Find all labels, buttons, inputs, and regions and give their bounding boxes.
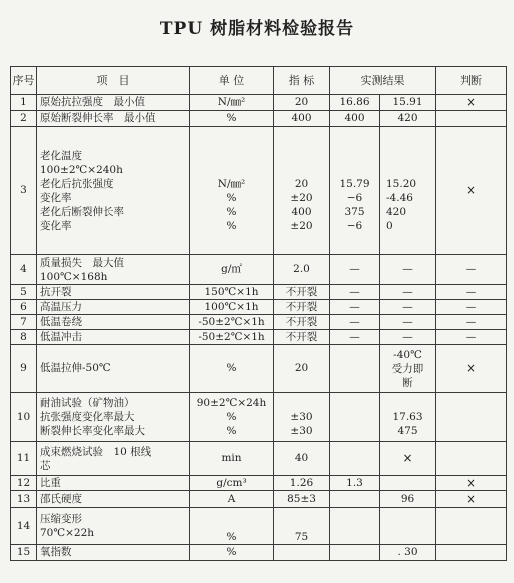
spec-line: ±20 [290,191,313,204]
unit-line: % [226,191,237,204]
table-row [11,255,507,285]
row-judge: — [436,300,507,315]
result-line: 受力即 [391,362,424,375]
row-spec: 400 [274,111,330,127]
table-row [11,300,507,315]
unit-line: % [226,411,237,423]
row-unit [190,127,274,255]
row-judge [436,111,507,127]
row-result-2 [380,345,436,393]
row-result-2: — [380,330,436,345]
row-no: 14 [11,508,37,545]
result-line: 375 [344,205,365,218]
item-line: 变化率 [40,219,72,232]
row-spec: 85±3 [274,491,330,508]
row-unit: 150℃×1h [190,285,274,300]
row-result-1 [330,545,380,561]
row-unit: % [190,345,274,393]
row-no: 9 [11,345,37,393]
row-result-2: — [380,255,436,285]
report-title: TPU 树脂材料检验报告 [159,19,355,39]
item-line: 老化后断裂伸长率 [40,205,124,218]
row-item: 邵氏硬度 [37,491,190,508]
row-unit: min [190,442,274,476]
row-no: 12 [11,476,37,491]
row-no: 13 [11,491,37,508]
row-result-2: — [380,285,436,300]
item-line: 成束燃烧试验 10 根线 [40,445,152,458]
row-no: 10 [11,393,37,442]
spec-line [277,149,326,163]
header-judge: 判断 [436,67,507,95]
row-spec [274,393,330,442]
row-unit: -50±2℃×1h [190,330,274,345]
item-line: 芯 [40,459,51,472]
row-result-2 [380,127,436,255]
row-no: 6 [11,300,37,315]
item-line: 变化率 [40,191,72,204]
row-judge: — [436,255,507,285]
row-judge [436,393,507,442]
row-judge [436,545,507,561]
row-unit: A [190,491,274,508]
row-item: 低温拉伸-50℃ [37,345,190,393]
row-result-1 [330,442,380,476]
row-result-1 [330,393,380,442]
row-spec [274,545,330,561]
row-item [37,442,190,476]
table-row [11,393,507,442]
row-result-1: — [330,315,380,330]
result-line [383,396,432,410]
table-row [11,442,507,476]
spec-line: ±30 [290,411,313,423]
table-row [11,508,507,545]
row-no: 3 [11,127,37,255]
row-no: 2 [11,111,37,127]
row-no: 8 [11,330,37,345]
unit-line: % [226,205,237,218]
unit-line [193,163,270,177]
row-result-2 [380,476,436,491]
row-result-1: — [330,255,380,285]
item-line: 老化温度 [40,149,82,162]
result-line: 420 [386,205,407,218]
result-line [386,163,432,177]
row-result-1 [330,345,380,393]
row-judge [436,442,507,476]
table-row [11,127,507,255]
row-spec [274,127,330,255]
item-line: 100±2℃×240h [40,163,123,176]
row-no: 11 [11,442,37,476]
header-item: 项 目 [37,67,190,95]
header-unit: 单 位 [190,67,274,95]
result-line: −6 [346,191,363,204]
row-judge: × [436,127,507,255]
row-result-2 [380,393,436,442]
row-unit: N/㎜² [190,95,274,111]
table-row [11,315,507,330]
row-result-1: — [330,300,380,315]
row-unit [190,393,274,442]
row-judge: — [436,285,507,300]
row-no: 1 [11,95,37,111]
item-line: 压缩变形 [40,513,82,525]
row-judge: × [436,476,507,491]
item-line: 100℃×168h [40,270,108,283]
row-result-2: × [380,442,436,476]
unit-line: 90±2℃×24h [196,397,267,409]
row-result-2: . 30 [380,545,436,561]
row-result-2: — [380,300,436,315]
row-result-1: 16.86 [330,95,380,111]
table-row [11,491,507,508]
row-item [37,508,190,545]
unit-line: % [226,219,237,232]
header-no: 序号 [11,67,37,95]
row-spec: 20 [274,345,330,393]
header-result: 实测结果 [330,67,436,95]
row-judge: — [436,315,507,330]
result-line: -4.46 [386,191,413,204]
unit-line: N/㎜² [217,177,246,190]
result-line [386,149,432,163]
header-row [11,67,507,95]
unit-line: % [226,425,237,437]
spec-line: ±20 [290,219,313,232]
table-row [11,476,507,491]
row-result-2 [380,508,436,545]
row-spec: 不开裂 [274,330,330,345]
result-line: 15.79 [339,177,370,190]
row-item [37,127,190,255]
row-item: 低温冲击 [37,330,190,345]
header-spec: 指 标 [274,67,330,95]
row-unit: g/cm³ [190,476,274,491]
spec-line: 400 [291,205,312,218]
row-unit: g/㎡ [190,255,274,285]
row-item [37,393,190,442]
row-result-1: 400 [330,111,380,127]
result-line: 0 [386,219,393,232]
item-line: 老化后抗张强度 [40,177,114,190]
spec-line [277,396,326,410]
row-judge: — [436,330,507,345]
table-row [11,285,507,300]
row-item: 低温卷绕 [37,315,190,330]
table-row [11,95,507,111]
result-line: -40℃ [393,348,422,361]
row-result-2: 420 [380,111,436,127]
result-line: 15.20 [386,177,417,190]
row-spec: 75 [274,508,330,545]
result-line: 17.63 [392,411,423,423]
row-spec: 不开裂 [274,300,330,315]
row-spec: 1.26 [274,476,330,491]
row-unit: -50±2℃×1h [190,315,274,330]
row-item: 比重 [37,476,190,491]
row-item: 原始断裂伸长率 最小值 [37,111,190,127]
inspection-table [10,66,507,561]
row-spec: 40 [274,442,330,476]
row-unit: % [190,545,274,561]
row-result-1 [330,127,380,255]
row-item: 高温压力 [37,300,190,315]
row-result-2: — [380,315,436,330]
row-item: 抗开裂 [37,285,190,300]
item-line: 抗张强度变化率最大 [40,411,135,423]
row-result-1 [330,508,380,545]
row-no: 5 [11,285,37,300]
row-item [37,255,190,285]
row-spec: 2.0 [274,255,330,285]
row-judge: × [436,95,507,111]
row-unit: 100℃×1h [190,300,274,315]
row-result-2: 96 [380,491,436,508]
result-line [333,149,376,163]
row-result-2: 15.91 [380,95,436,111]
row-result-1: 1.3 [330,476,380,491]
item-line: 质量损失 最大值 [40,256,124,269]
row-spec: 不开裂 [274,315,330,330]
row-item: 氧指数 [37,545,190,561]
item-line: 耐油试验（矿物油） [40,397,135,409]
table-row [11,545,507,561]
row-no: 7 [11,315,37,330]
row-spec: 不开裂 [274,285,330,300]
row-no: 4 [11,255,37,285]
row-judge: × [436,345,507,393]
result-line: 475 [397,425,418,437]
row-judge [436,508,507,545]
row-spec: 20 [274,95,330,111]
item-line: 断裂伸长率变化率最大 [40,425,145,437]
spec-line: ±30 [290,425,313,437]
unit-line [193,149,270,163]
row-result-1: — [330,285,380,300]
table-row [11,111,507,127]
row-result-1: — [330,330,380,345]
result-line: 断 [402,376,413,389]
row-no: 15 [11,545,37,561]
table-row [11,345,507,393]
row-judge: × [436,491,507,508]
table-row [11,330,507,345]
row-unit: % [190,508,274,545]
row-unit: % [190,111,274,127]
result-line: −6 [346,219,363,232]
row-item: 原始抗拉强度 最小值 [37,95,190,111]
result-line [333,163,376,177]
spec-line [277,163,326,177]
row-result-1 [330,491,380,508]
item-line: 70℃×22h [40,527,95,539]
spec-line: 20 [294,177,309,190]
